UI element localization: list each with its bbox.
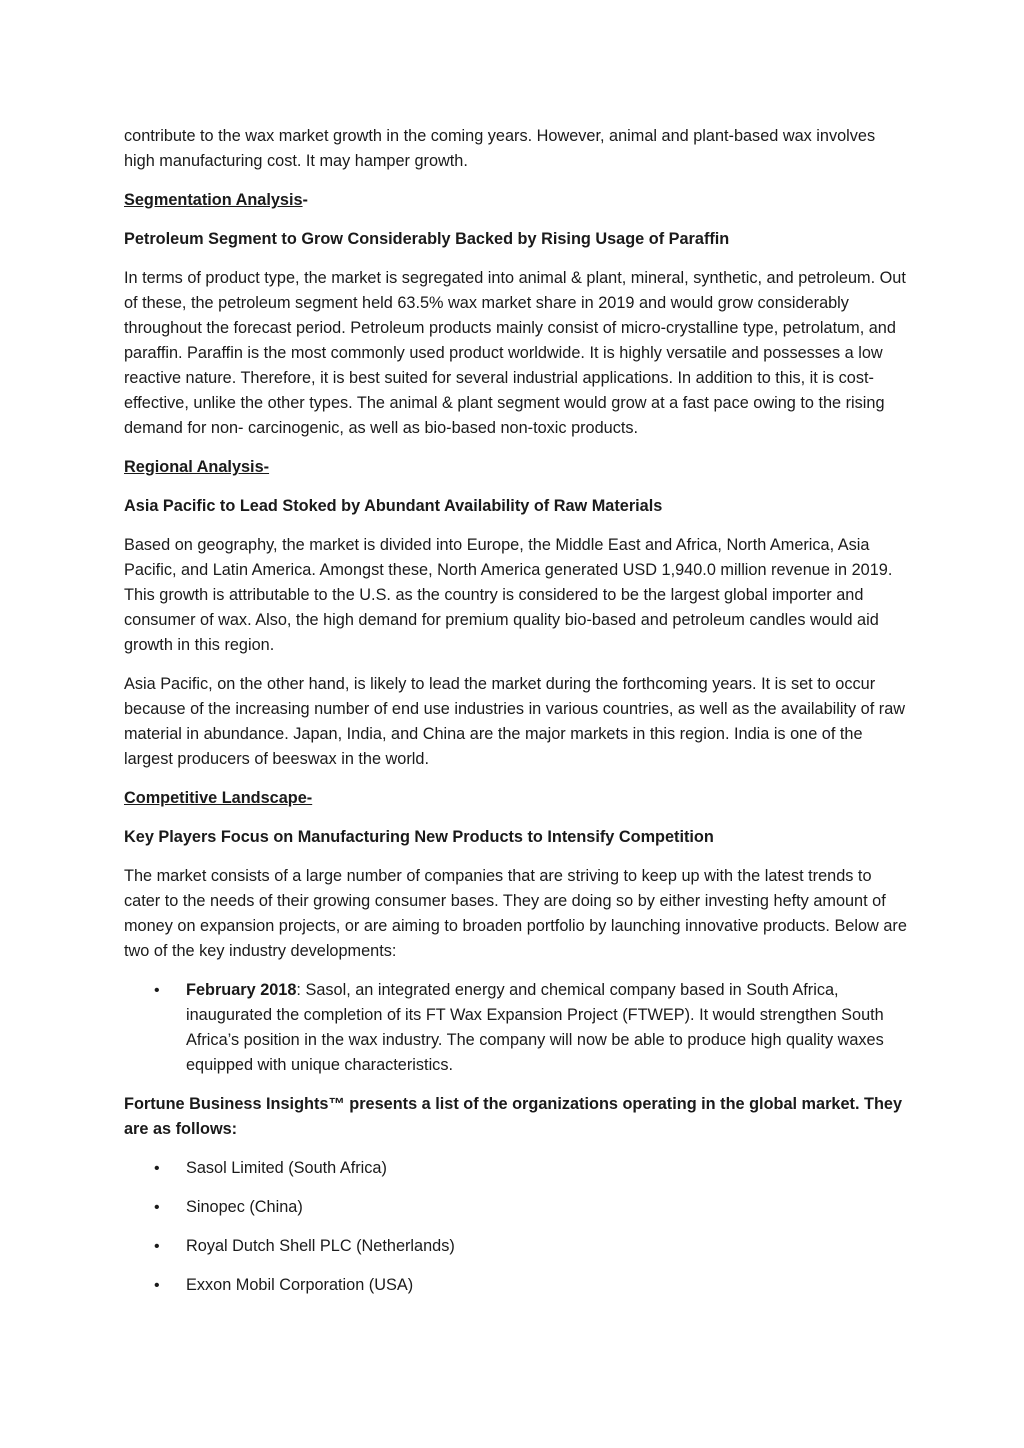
development-date: February 2018 bbox=[186, 981, 297, 999]
regional-body-2: Asia Pacific, on the other hand, is likely to lead the market during the forthcoming years. It is set to occur because of the increasing number of end use industries in various countries, as well as the availability of raw material in abundance. Japan, India, and China are the major markets in this region. India is one of the largest producers of beeswax in the world. bbox=[124, 675, 906, 768]
list-item bbox=[124, 978, 909, 1078]
development-text: : Sasol, an integrated energy and chemical company based in South Africa, inaugurated the completion of its FT Wax Expansion Project (FTWEP). It would strengthen South Africa’s position in the wax industry. The company will now be able to produce high quality waxes equipped with unique characteristics. bbox=[186, 981, 884, 1074]
document-page bbox=[124, 124, 909, 1312]
competitive-heading: Competitive Landscape- bbox=[124, 789, 313, 807]
segmentation-body: In terms of product type, the market is segregated into animal & plant, mineral, synthetic, and petroleum. Out of these, the petroleum segment held 63.5% wax market share in 2019 and would grow considerably throughout the forecast period. Petroleum products mainly consist of micro-crystalline type, petrolatum, and paraffin. Paraffin is the most commonly used product worldwide. It is highly versatile and possesses a low reactive nature. Therefore, it is best suited for several industrial applications. In addition to this, it is cost-effective, unlike the other types. The animal & plant segment would grow at a fast pace owing to the rising demand for non- carcinogenic, as well as bio-based non-toxic products. bbox=[124, 269, 906, 437]
segmentation-heading-suffix: - bbox=[302, 191, 308, 209]
regional-body-1: Based on geography, the market is divided into Europe, the Middle East and Africa, North America, Asia Pacific, and Latin America. Amongst these, North America generated USD 1,940.0 million revenue in 2019. This growth is attributable to the U.S. as the country is considered to be the largest global importer and consumer of wax. Also, the high demand for premium quality bio-based and petroleum candles would aid growth in this region. bbox=[124, 536, 893, 654]
companies-intro: Fortune Business Insights™ presents a list of the organizations operating in the global market. They are as follows: bbox=[124, 1095, 903, 1138]
bullet-icon: • bbox=[154, 1199, 160, 1216]
bullet-icon: • bbox=[154, 1238, 160, 1255]
competitive-body: The market consists of a large number of companies that are striving to keep up with the latest trends to cater to the needs of their growing consumer bases. They are doing so by either investing hefty amount of money on expansion projects, or are aiming to broaden portfolio by launching innovative products. Below are two of the key industry developments: bbox=[124, 867, 907, 960]
segmentation-heading bbox=[124, 188, 909, 213]
list-item bbox=[124, 1195, 909, 1220]
list-item bbox=[124, 1234, 909, 1259]
bullet-icon: • bbox=[154, 1160, 160, 1177]
list-item bbox=[124, 1273, 909, 1298]
segmentation-heading-text: Segmentation Analysis bbox=[124, 191, 303, 209]
intro-paragraph: contribute to the wax market growth in the coming years. However, animal and plant-based wax involves high manufacturing cost. It may hamper growth. bbox=[124, 127, 876, 170]
company-name: Sinopec (China) bbox=[186, 1198, 303, 1216]
company-name: Exxon Mobil Corporation (USA) bbox=[186, 1276, 414, 1294]
regional-heading: Regional Analysis- bbox=[124, 458, 270, 476]
bullet-icon: • bbox=[154, 982, 160, 999]
companies-list bbox=[124, 1156, 909, 1298]
segmentation-subheading: Petroleum Segment to Grow Considerably Backed by Rising Usage of Paraffin bbox=[124, 230, 730, 248]
company-name: Royal Dutch Shell PLC (Netherlands) bbox=[186, 1237, 455, 1255]
list-item bbox=[124, 1156, 909, 1181]
competitive-subheading: Key Players Focus on Manufacturing New Products to Intensify Competition bbox=[124, 828, 714, 846]
developments-list bbox=[124, 978, 909, 1078]
bullet-icon: • bbox=[154, 1277, 160, 1294]
company-name: Sasol Limited (South Africa) bbox=[186, 1159, 387, 1177]
regional-subheading: Asia Pacific to Lead Stoked by Abundant Availability of Raw Materials bbox=[124, 497, 663, 515]
